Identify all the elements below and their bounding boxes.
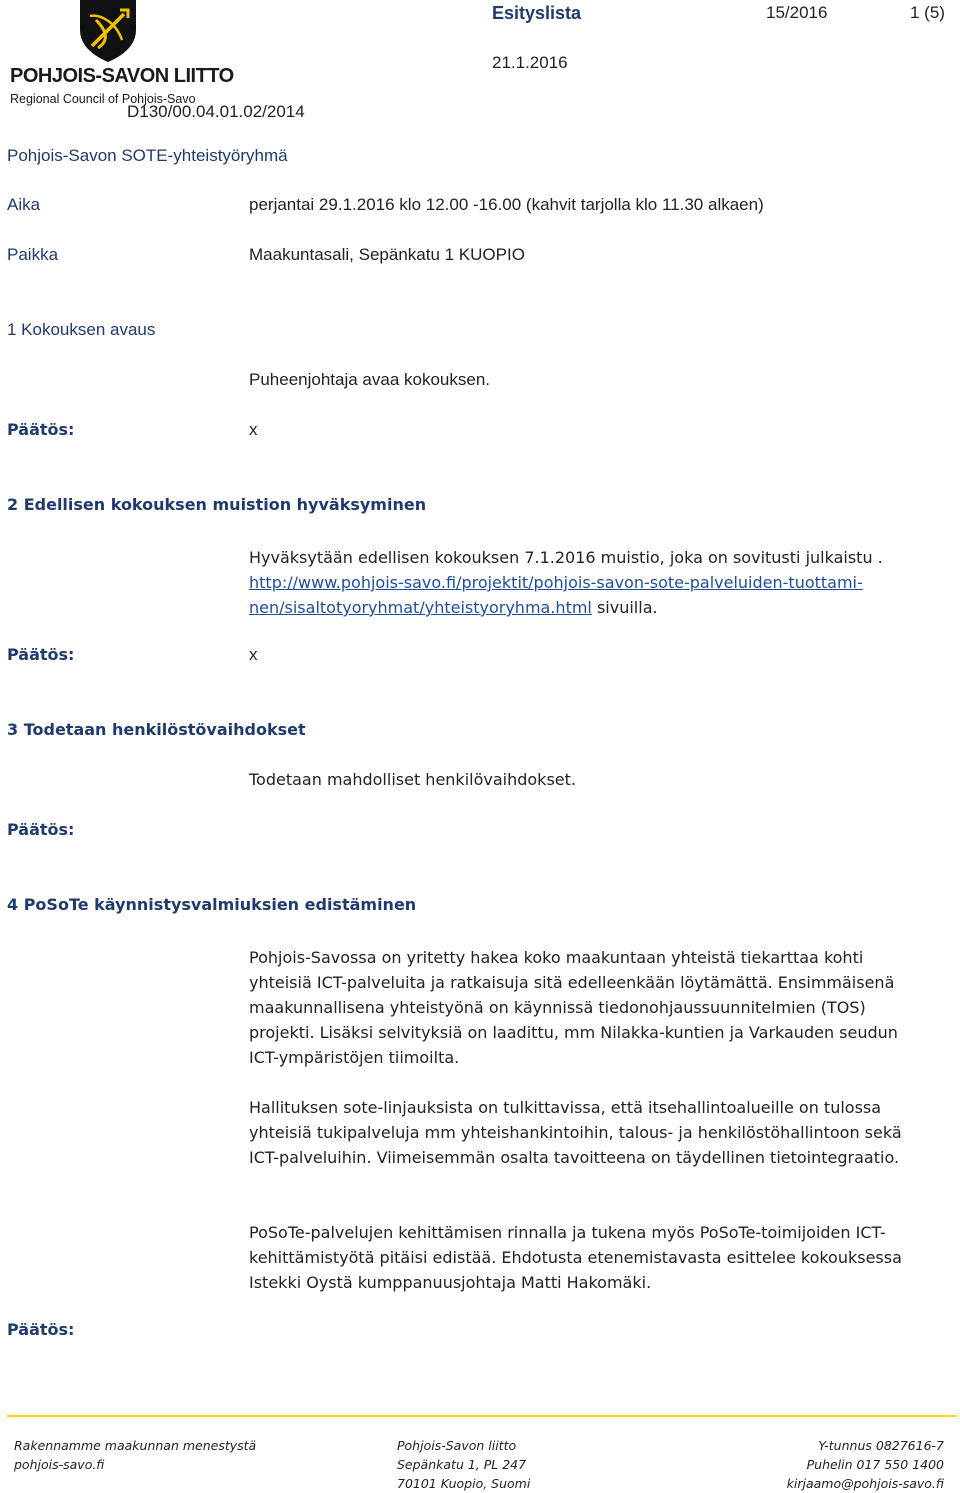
yhteistyoryhma-link-line1[interactable]: http://www.pohjois-savo.fi/projektit/pohjois-savon-sote-palveluiden-tuottami-	[249, 573, 863, 592]
logo	[8, 0, 234, 110]
section-1-title: 1 Kokouksen avaus	[7, 320, 156, 339]
section-3-decision-label: Päätös:	[7, 820, 75, 839]
footer-col-2	[397, 1436, 530, 1493]
footer-street: Sepänkatu 1, PL 247	[397, 1457, 527, 1472]
yhteistyoryhma-link-line2[interactable]: nen/sisaltotyoryhmat/yhteistyoryhma.html	[249, 598, 592, 617]
logo-title: POHJOIS-SAVON LIITTO	[10, 65, 234, 87]
footer-business-id: Y-tunnus 0827616-7	[818, 1438, 944, 1453]
section-4-decision-label: Päätös:	[7, 1320, 75, 1339]
place-label: Paikka	[7, 245, 59, 264]
footer-city: 70101 Kuopio, Suomi	[397, 1476, 531, 1491]
coat-of-arms-icon	[76, 0, 140, 62]
record-id: D130/00.04.01.02/2014	[127, 102, 305, 121]
section-2-text-after: sivuilla.	[591, 598, 658, 617]
footer-col-3	[787, 1436, 944, 1493]
section-1-decision: x	[249, 420, 258, 439]
footer-email: kirjaamo@pohjois-savo.fi	[786, 1476, 944, 1491]
section-1-text: Puheenjohtaja avaa kokouksen.	[249, 370, 491, 389]
section-4-paragraph-2: Hallituksen sote-linjauksista on tulkittavissa, että itsehallintoalueille on tulossa yhteisiä tukipalveluja mm yhteishankintoihin, talous- ja henkilöstöhallintoon sekä ICT-palveluihin. Viimeisemmän osalta tavoitteena on täydellinen tietointegraatio.	[249, 1098, 902, 1167]
footer-website: pohjois-savo.fi	[14, 1457, 105, 1472]
place-value: Maakuntasali, Sepänkatu 1 KUOPIO	[249, 245, 525, 264]
footer-col-1	[14, 1436, 256, 1474]
doc-type: Esityslista	[492, 3, 582, 23]
section-3-title: 3 Todetaan henkilöstövaihdokset	[7, 720, 306, 739]
footer-phone: Puhelin 017 550 1400	[806, 1457, 944, 1472]
logo-subtitle: Regional Council of Pohjois-Savo	[10, 92, 196, 106]
time-label: Aika	[7, 195, 41, 214]
section-4-title: 4 PoSoTe käynnistysvalmiuksien edistäminen	[7, 895, 417, 914]
time-value: perjantai 29.1.2016 klo 12.00 -16.00 (kahvit tarjolla klo 11.30 alkaen)	[249, 195, 764, 214]
section-2-text	[249, 545, 883, 620]
section-1-decision-label: Päätös:	[7, 420, 75, 439]
footer-org: Pohjois-Savon liitto	[397, 1438, 517, 1453]
section-2-decision: x	[249, 645, 258, 664]
footer-rule	[7, 1415, 957, 1417]
section-4-paragraph-1: Pohjois-Savossa on yritetty hakea koko maakuntaan yhteistä tiekarttaa kohti yhteisiä ICT-palveluita ja ratkaisuja sitä edelleenkään löytämättä. Ensimmäisenä maakunnallisena yhteistyönä on käynnissä tiedonohjaussuunnitelmien (TOS) projekti. Lisäksi selvityksiä on laadittu, mm Nilakka-kuntien ja Varkauden seudun ICT-ympäristöjen tiimoilta.	[249, 948, 898, 1067]
doc-date: 21.1.2016	[492, 53, 568, 72]
section-3-text: Todetaan mahdolliset henkilövaihdokset.	[249, 770, 576, 789]
section-2-decision-label: Päätös:	[7, 645, 75, 664]
section-4-paragraph-3: PoSoTe-palvelujen kehittämisen rinnalla ja tukena myös PoSoTe-toimijoiden ICT-kehittämistyötä pitäisi edistää. Ehdotusta etenemistavasta esittelee kokouksessa Istekki Oystä kumppanuusjohtaja Matti Hakomäki.	[249, 1223, 902, 1292]
doc-number: 15/2016	[766, 3, 828, 22]
section-2-text-before: Hyväksytään edellisen kokouksen 7.1.2016 muistio, joka on sovitusti julkaistu .	[249, 548, 883, 567]
footer-slogan: Rakennamme maakunnan menestystä	[14, 1438, 257, 1453]
group-title: Pohjois-Savon SOTE-yhteistyöryhmä	[7, 146, 288, 165]
page-number: 1 (5)	[910, 3, 945, 22]
section-2-title: 2 Edellisen kokouksen muistion hyväksyminen	[7, 495, 427, 514]
